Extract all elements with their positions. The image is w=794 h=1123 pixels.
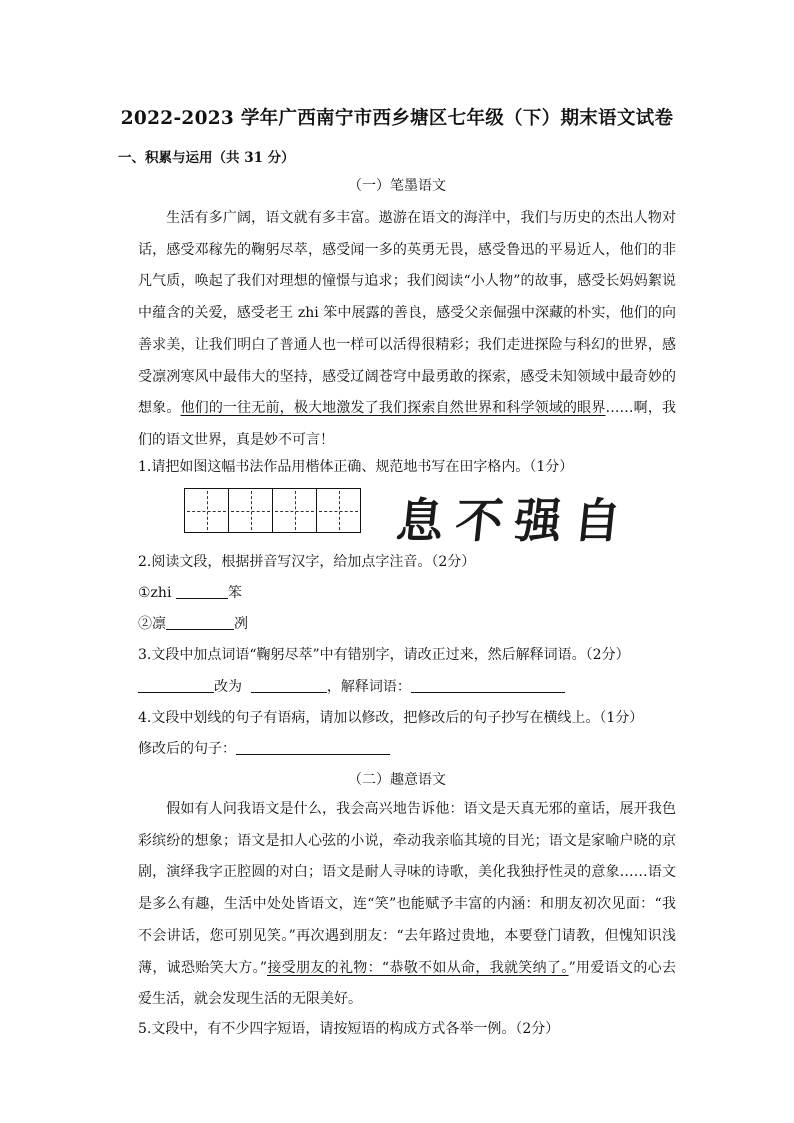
question-2-a (138, 582, 242, 602)
passage-1 (138, 203, 676, 457)
question-4-answer (138, 738, 390, 758)
part1-heading: （一）笔墨语文 (348, 178, 446, 194)
passage-2 (138, 794, 676, 1016)
answer-blank[interactable] (176, 584, 228, 599)
question-3: 3.文段中加点词语“鞠躬尽萃”中有错别字，请改正过来，然后解释词语。（2分） (138, 647, 630, 663)
passage-2-underlined: 接受朋友的礼物：“恭敬不如从命，我就笑纳了。 (267, 959, 569, 976)
q2a-suffix: 笨 (227, 585, 242, 601)
tianzige-grid[interactable] (184, 488, 361, 533)
question-5: 5.文段中，有不少四字短语，请按短语的构成方式各举一例。（2分） (138, 1021, 560, 1037)
q3-explain-label: ，解释词语： (326, 679, 411, 695)
tianzige-cell[interactable] (316, 488, 361, 533)
passage-2-end: ”用爱语文的心去爱生活，就会发现生活的无限美好。 (138, 959, 676, 1008)
tianzige-cell[interactable] (228, 488, 273, 533)
calligraphy-image: 息不强自 (393, 494, 636, 549)
question-2-b (138, 613, 248, 633)
tianzige-cell[interactable] (272, 488, 317, 533)
passage-1-text: 生活有多广阔，语文就有多丰富。遨游在语文的海洋中，我们与历史的杰出人物对话，感受邓稼先的鞠躬尽萃，感受闻一多的英勇无畏，感受鲁迅的平易近人，他们的非凡气质，唤起了我们对理想的憧憬与追求；我们阅读“小人物”的故事，感受长妈妈絮说中蕴含的关爱，感受老王 zhi 笨中展露的善良，感受父亲倔强中深藏的朴实，他们的向善求美，让我们明白了普通人也一样可以活得很精彩；我们走进探险与科幻的世界，感受凛冽寒风中最伟大的坚持，感受辽阔苍穹中最勇敢的探索，感受未知领域中最奇妙的想象。 (138, 210, 676, 417)
tianzige-cell[interactable] (184, 488, 229, 533)
section-heading: 一、积累与运用（共 31 分） (118, 150, 295, 166)
question-3-answer (138, 676, 565, 696)
part2-heading: （二）趣意语文 (348, 772, 446, 788)
passage-1-underlined: 他们的一往无前，极大地激发了我们探索自然世界和科学领域的眼界 (180, 400, 606, 417)
question-4: 4.文段中划线的句子有语病，请加以修改，把修改后的句子抄写在横线上。（1分） (138, 710, 644, 726)
q4-answer-label: 修改后的句子： (138, 741, 236, 757)
q2b-suffix: 冽 (234, 616, 248, 632)
answer-blank[interactable] (236, 740, 390, 755)
exam-title: 2022-2023 学年广西南宁市西乡塘区七年级（下）期末语文试卷 (120, 108, 674, 129)
question-1: 1.请把如图这幅书法作品用楷体正确、规范地书写在田字格内。（1分） (138, 459, 574, 475)
answer-blank[interactable] (138, 678, 214, 693)
answer-blank[interactable] (251, 678, 327, 693)
answer-blank[interactable] (411, 678, 565, 693)
q3-change-label: 改为 (214, 679, 242, 695)
answer-blank[interactable] (166, 615, 234, 630)
passage-2-text: 假如有人问我语文是什么，我会高兴地告诉他：语文是天真无邪的童话，展开我色彩缤纷的想象；语文是扣人心弦的小说，牵动我亲临其境的目光；语文是家喻户晓的京剧，演绎我字正腔圆的对白；语文是耐人寻味的诗歌，美化我独抒性灵的意象……语文是多么有趣，生活中处处皆语文，连“笑”也能赋予丰富的内涵：和朋友初次见面：“我不会讲话，您可别见笑。”再次遇到朋友：“去年路过贵地，本要登门请教，但愧知识浅薄，诚恐贻笑大方。” (138, 801, 676, 976)
q2b-prefix: ②凛 (138, 616, 166, 632)
question-2: 2.阅读文段，根据拼音写汉字，给加点字注音。（2分） (138, 554, 476, 570)
passage-1-end: ……啊，我们的语文世界，真是妙不可言！ (138, 400, 677, 448)
q2a-prefix: ①zhi (138, 585, 172, 601)
